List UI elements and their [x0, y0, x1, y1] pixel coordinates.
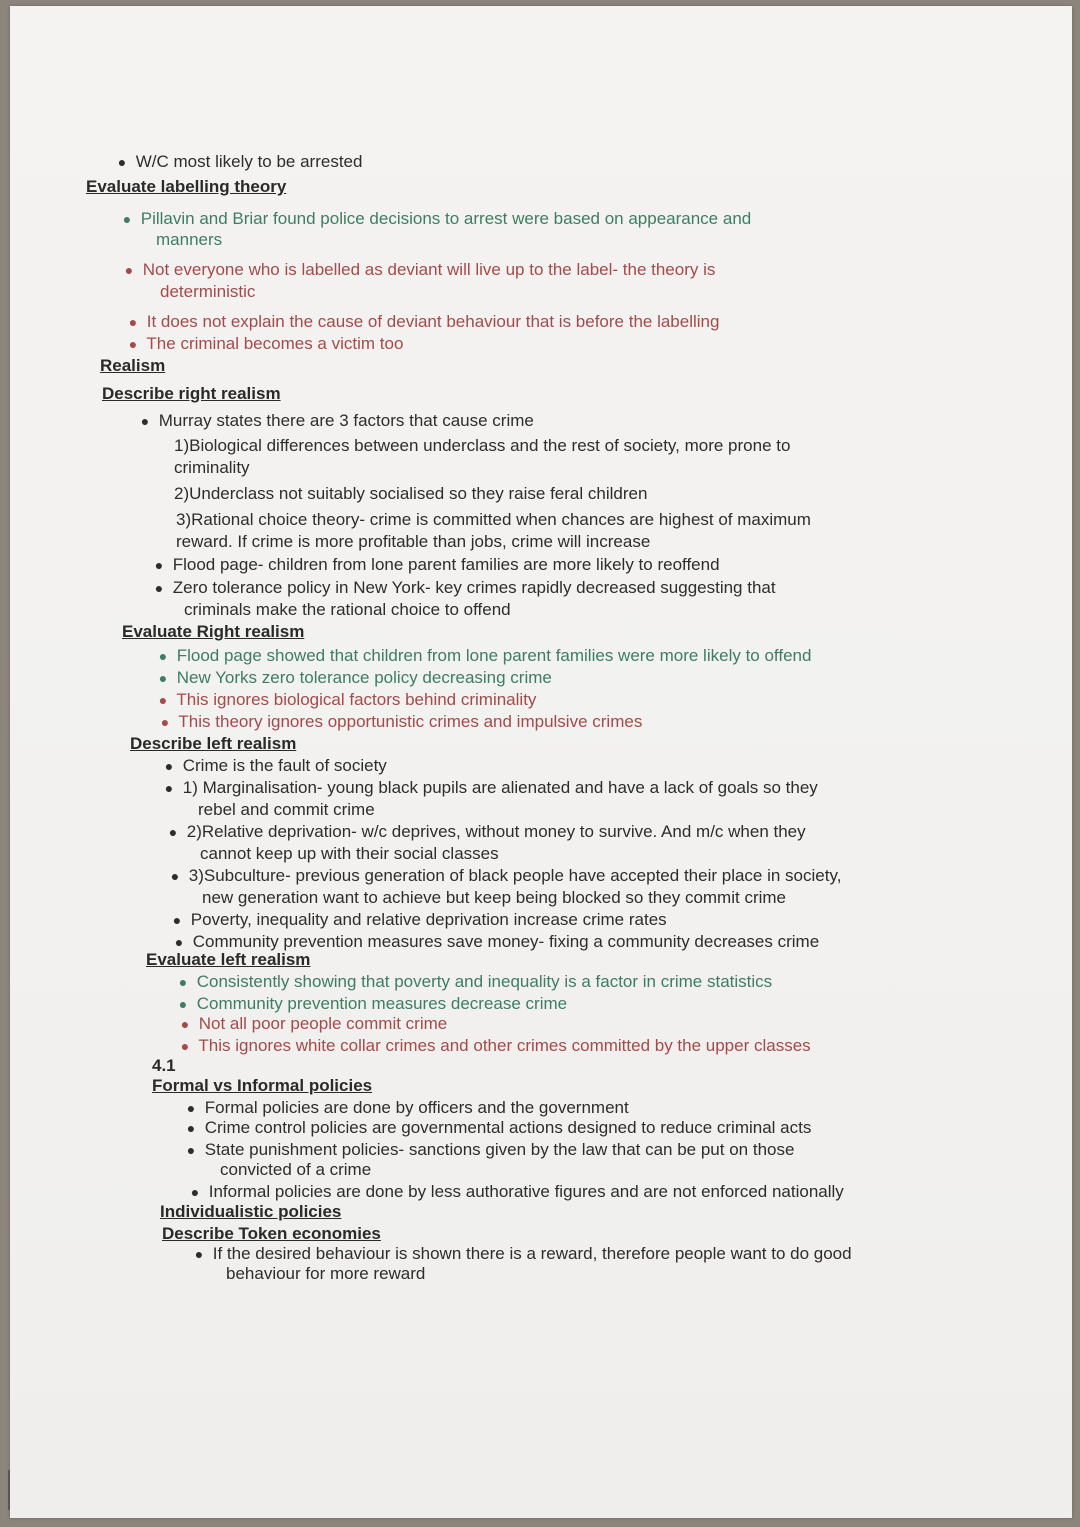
section-heading — [102, 384, 281, 404]
line-text: Community prevention measures decrease crime — [196, 994, 568, 1013]
bullet-line — [170, 932, 819, 952]
bullet-line — [182, 1140, 794, 1160]
continuation-line — [220, 1160, 371, 1180]
line-text: Not everyone who is labelled as deviant will live up to the label- the theory is — [142, 260, 716, 279]
bullet-icon: ● — [174, 934, 184, 950]
bullet-line — [120, 260, 715, 280]
line-text: W/C most likely to be arrested — [135, 152, 363, 171]
bullet-icon: ● — [128, 336, 138, 352]
bullet-icon: ● — [158, 670, 168, 686]
bullet-line — [154, 690, 536, 710]
bullet-line — [164, 822, 806, 842]
bullet-line — [174, 994, 567, 1014]
line-text: 1) Marginalisation- young black pupils are alienated and have a lack of goals so they — [182, 778, 818, 797]
line-text: Murray states there are 3 factors that cause crime — [158, 411, 534, 430]
line-text: rebel and commit crime — [198, 800, 375, 819]
bullet-icon: ● — [158, 692, 168, 708]
line-text: This ignores white collar crimes and other crimes committed by the upper classes — [198, 1036, 811, 1055]
bullet-icon: ● — [186, 1100, 196, 1116]
heading-text: Evaluate Right realism — [122, 622, 305, 641]
bullet-icon: ● — [160, 714, 170, 730]
line-text: Community prevention measures save money- fixing a community decreases crime — [192, 932, 820, 951]
bullet-line — [176, 1014, 447, 1034]
bullet-line — [154, 668, 552, 688]
bullet-line — [190, 1244, 852, 1264]
line-text: 3)Subculture- previous generation of black people have accepted their place in society, — [188, 866, 842, 885]
bullet-line — [168, 910, 667, 930]
bullet-icon: ● — [117, 154, 127, 170]
section-heading — [152, 1076, 372, 1096]
line-text: The criminal becomes a victim too — [146, 334, 404, 353]
bullet-icon: ● — [170, 868, 180, 884]
line-text: convicted of a crime — [220, 1160, 372, 1179]
line-text: deterministic — [160, 282, 256, 301]
bullet-icon: ● — [172, 912, 182, 928]
heading-text: Formal vs Informal policies — [152, 1076, 373, 1095]
notes-page — [10, 6, 1072, 1518]
continuation-line — [176, 510, 811, 530]
line-text: This theory ignores opportunistic crimes and impulsive crimes — [178, 712, 643, 731]
line-text: cannot keep up with their social classes — [200, 844, 499, 863]
continuation-line — [174, 458, 250, 478]
heading-text: Describe Token economies — [162, 1224, 381, 1243]
line-text: behaviour for more reward — [226, 1264, 426, 1283]
bullet-icon: ● — [178, 996, 188, 1012]
line-text: Poverty, inequality and relative deprivation increase crime rates — [190, 910, 667, 929]
bullet-icon: ● — [190, 1184, 200, 1200]
heading-text: Individualistic policies — [160, 1202, 342, 1221]
section-heading — [130, 734, 296, 754]
bullet-line — [176, 1036, 811, 1056]
bullet-line — [136, 411, 534, 431]
bullet-icon: ● — [124, 262, 134, 278]
bullet-line — [160, 756, 387, 776]
continuation-line — [156, 230, 222, 250]
bullet-line — [118, 209, 751, 229]
line-text: 2)Underclass not suitably socialised so they raise feral children — [174, 484, 648, 503]
line-text: It does not explain the cause of deviant behaviour that is before the labelling — [146, 312, 720, 331]
line-text: This ignores biological factors behind criminality — [176, 690, 537, 709]
continuation-line — [202, 888, 786, 908]
heading-text: Describe right realism — [102, 384, 281, 403]
heading-text: Evaluate left realism — [146, 950, 311, 969]
bullet-line — [182, 1098, 629, 1118]
section-heading — [122, 622, 304, 642]
page-edge-mark — [8, 1470, 10, 1510]
bullet-line — [150, 578, 776, 598]
bullet-icon: ● — [154, 557, 164, 573]
bullet-line — [154, 646, 811, 666]
bullet-line — [166, 866, 841, 886]
line-text: Formal policies are done by officers and the government — [204, 1098, 629, 1117]
bullet-line — [156, 712, 642, 732]
heading-text: Realism — [100, 356, 166, 375]
section-heading — [160, 1202, 341, 1222]
bullet-icon: ● — [128, 314, 138, 330]
section-heading — [86, 177, 286, 197]
line-text: Not all poor people commit crime — [198, 1014, 448, 1033]
line-text: Crime control policies are governmental actions designed to reduce criminal acts — [204, 1118, 812, 1137]
line-text: 3)Rational choice theory- crime is committed when chances are highest of maximum — [176, 510, 811, 529]
line-text: Flood page showed that children from lone parent families were more likely to offend — [176, 646, 812, 665]
bullet-line — [150, 555, 720, 575]
line-text: Pillavin and Briar found police decisions to arrest were based on appearance and — [140, 209, 752, 228]
bullet-icon: ● — [164, 758, 174, 774]
heading-text: 4.1 — [152, 1056, 176, 1075]
line-text: Flood page- children from lone parent families are more likely to reoffend — [172, 555, 720, 574]
heading-text: Evaluate labelling theory — [86, 177, 287, 196]
bullet-line — [186, 1182, 844, 1202]
bullet-line — [124, 334, 403, 354]
bullet-icon: ● — [180, 1016, 190, 1032]
bullet-line — [160, 778, 818, 798]
bullet-icon: ● — [178, 974, 188, 990]
bullet-icon: ● — [186, 1120, 196, 1136]
section-heading — [146, 950, 310, 970]
line-text: reward. If crime is more profitable than jobs, crime will increase — [176, 532, 651, 551]
bullet-icon: ● — [164, 780, 174, 796]
bullet-icon: ● — [122, 211, 132, 227]
line-text: Crime is the fault of society — [182, 756, 387, 775]
line-text: Informal policies are done by less authorative figures and are not enforced nationally — [208, 1182, 844, 1201]
line-text: If the desired behaviour is shown there is a reward, therefore people want to do good — [212, 1244, 852, 1263]
bullet-line — [124, 312, 719, 332]
bullet-icon: ● — [180, 1038, 190, 1054]
section-heading — [162, 1224, 381, 1244]
continuation-line — [160, 282, 255, 302]
bullet-line — [174, 972, 772, 992]
bullet-icon: ● — [140, 413, 150, 429]
continuation-line — [174, 436, 790, 456]
line-text: 2)Relative deprivation- w/c deprives, without money to survive. And m/c when they — [186, 822, 806, 841]
bullet-icon: ● — [194, 1246, 204, 1262]
line-text: Consistently showing that poverty and inequality is a factor in crime statistics — [196, 972, 773, 991]
continuation-line — [226, 1264, 425, 1284]
bullet-line — [113, 152, 362, 172]
line-text: manners — [156, 230, 223, 249]
section-heading — [100, 356, 165, 376]
bullet-icon: ● — [154, 580, 164, 596]
bullet-icon: ● — [158, 648, 168, 664]
bullet-line — [182, 1118, 811, 1138]
continuation-line — [174, 484, 647, 504]
continuation-line — [200, 844, 499, 864]
heading-text: Describe left realism — [130, 734, 297, 753]
section-number — [152, 1056, 176, 1076]
continuation-line — [176, 532, 650, 552]
bullet-icon: ● — [168, 824, 178, 840]
continuation-line — [184, 600, 511, 620]
line-text: State punishment policies- sanctions given by the law that can be put on those — [204, 1140, 795, 1159]
line-text: criminals make the rational choice to offend — [184, 600, 511, 619]
bullet-icon: ● — [186, 1142, 196, 1158]
line-text: criminality — [174, 458, 250, 477]
line-text: new generation want to achieve but keep being blocked so they commit crime — [202, 888, 786, 907]
line-text: Zero tolerance policy in New York- key crimes rapidly decreased suggesting that — [172, 578, 776, 597]
line-text: 1)Biological differences between underclass and the rest of society, more prone to — [174, 436, 791, 455]
continuation-line — [198, 800, 375, 820]
line-text: New Yorks zero tolerance policy decreasing crime — [176, 668, 552, 687]
